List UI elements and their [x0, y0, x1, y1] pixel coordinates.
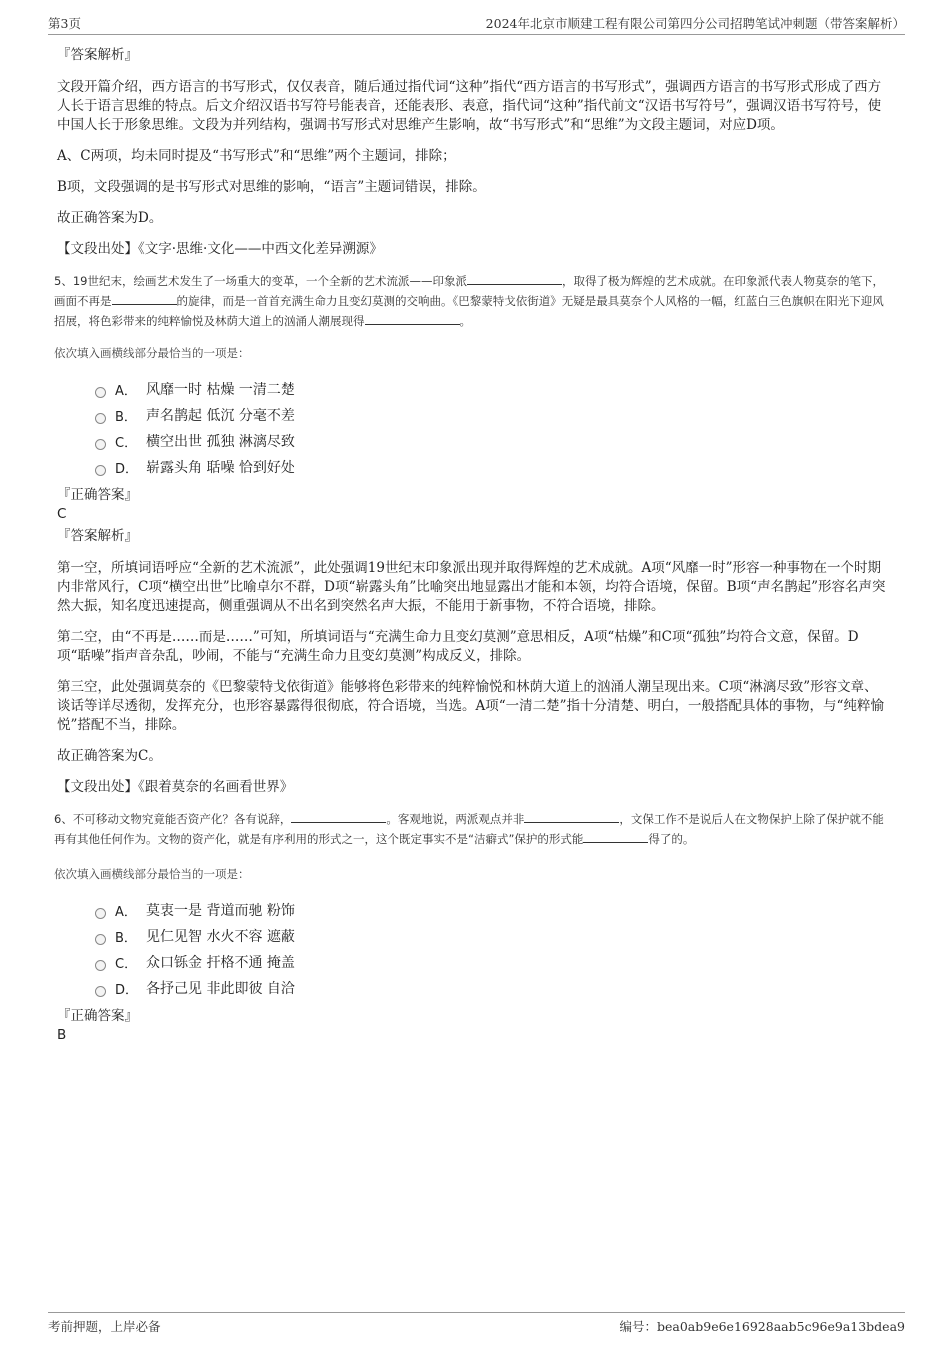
option-d[interactable]: D． 各抒己见 非此即彼 自洽: [95, 975, 889, 1001]
correct-answer-label: 『正确答案』: [57, 1008, 138, 1024]
answer-options: [95, 897, 889, 1001]
correct-answer-label: 『正确答案』: [57, 487, 138, 503]
radio-icon[interactable]: [95, 387, 106, 398]
analysis-conclusion: 故正确答案为D。: [57, 210, 163, 226]
document-title: 2024年北京市顺建工程有限公司第四分公司招聘笔试冲刺题（带答案解析）: [485, 16, 905, 31]
radio-icon[interactable]: [95, 465, 106, 476]
page-content: [54, 46, 889, 1048]
fill-blank: [583, 830, 648, 843]
fill-blank: [112, 292, 177, 305]
fill-blank: [365, 312, 460, 325]
radio-icon[interactable]: [95, 413, 106, 424]
analysis-paragraph: A、C两项，均未同时提及“书写形式”和“思维”两个主题词，排除；: [57, 148, 456, 164]
fill-blank: [524, 810, 619, 823]
radio-icon[interactable]: [95, 986, 106, 997]
footer-slogan: 考前押题，上岸必备: [48, 1319, 161, 1334]
analysis-label: 『答案解析』: [57, 47, 138, 63]
fill-blank: [291, 810, 386, 823]
radio-icon[interactable]: [95, 439, 106, 450]
radio-icon[interactable]: [95, 960, 106, 971]
analysis-paragraph: 第三空，此处强调莫奈的《巴黎蒙特戈依街道》能够将色彩带来的纯粹愉悦和林荫大道上的汹涌人潮呈现出来。C项“淋漓尽致”形容文章、谈话等详尽透彻，发挥充分，也形容暴露得很彻底，符合语境，当选。A项“一清二楚”指十分清楚、明白，一般搭配具体的事物，与“纯粹愉悦”搭配不当，排除。: [57, 679, 884, 733]
option-c[interactable]: C． 众口铄金 扞格不通 掩盖: [95, 949, 889, 975]
analysis-paragraph: 第二空，由“不再是……而是……”可知，所填词语与“充满生命力且变幻莫测”意思相反，A项“枯燥”和C项“孤独”均符合文意，保留。D项“聒噪”指声音杂乱，吵闹，不能与“充满生命力且变幻莫测”构成反义，排除。: [57, 629, 859, 664]
radio-icon[interactable]: [95, 934, 106, 945]
option-a[interactable]: A． 莫衷一是 背道而驰 粉饰: [95, 897, 889, 923]
page-footer: [48, 1312, 905, 1333]
question-6-stem: 6、不可移动文物究竟能否资产化？各有说辞， 。客观地说，两派观点并非 ，文保工作不是说后人在文物保护上除了保护就不能再有其他任何作为。文物的资产化，就是有序利用的形式之一，这个既定事实不是“洁癖式”保护的形式能 得了的。: [54, 812, 884, 846]
analysis-paragraph: B项，文段强调的是书写形式对思维的影响，“语言”主题词错误，排除。: [57, 179, 486, 195]
source-citation: 【文段出处】《跟着莫奈的名画看世界》: [57, 779, 294, 795]
option-d[interactable]: D． 崭露头角 聒噪 恰到好处: [95, 454, 889, 480]
answer-options: [95, 376, 889, 480]
question-prompt: 依次填入画横线部分最恰当的一项是：: [54, 346, 250, 360]
correct-answer: B: [57, 1027, 67, 1043]
document-serial: 编号：bea0ab9e6e16928aab5c96e9a13bdea9: [619, 1319, 905, 1334]
page-number: 第3页: [48, 16, 81, 31]
option-b[interactable]: B． 见仁见智 水火不容 遮蔽: [95, 923, 889, 949]
radio-icon[interactable]: [95, 908, 106, 919]
analysis-paragraph: 文段开篇介绍，西方语言的书写形式，仅仅表音，随后通过指代词“这种”指代“西方语言的书写形式”，强调西方语言的书写形式形成了西方人长于语言思维的特点。后文介绍汉语书写符号能表音，还能表形、表意，指代词“这种”指代前文“汉语书写符号”，强调汉语书写符号，使中国人长于形象思维。文段为并列结构，强调书写形式对思维产生影响，故“书写形式”和“思维”为文段主题词，对应D项。: [57, 79, 882, 133]
option-a[interactable]: A． 风靡一时 枯燥 一清二楚: [95, 376, 889, 402]
analysis-label: 『答案解析』: [57, 528, 138, 544]
option-c[interactable]: C． 横空出世 孤独 淋漓尽致: [95, 428, 889, 454]
analysis-conclusion: 故正确答案为C。: [57, 748, 162, 764]
page-header: [48, 14, 905, 35]
option-b[interactable]: B． 声名鹊起 低沉 分毫不差: [95, 402, 889, 428]
question-5-stem: 5、19世纪末，绘画艺术发生了一场重大的变革，一个全新的艺术流派——印象派 ，取得了极为辉煌的艺术成就。在印象派代表人物莫奈的笔下，画面不再是 的旋律，而是一首首充满生命力且变幻莫测的交响曲。《巴黎蒙特戈依街道》无疑是最具莫奈个人风格的一幅，红蓝白三色旗帜在阳光下迎风招展，将色彩带来的纯粹愉悦及林荫大道上的汹涌人潮展现得 。: [54, 274, 884, 328]
analysis-paragraph: 第一空，所填词语呼应“全新的艺术流派”，此处强调19世纪末印象派出现并取得辉煌的艺术成就。A项“风靡一时”形容一种事物在一个时期内非常风行，C项“横空出世”比喻卓尔不群，D项“崭露头角”比喻突出地显露出才能和本领，均符合语境，保留。B项“声名鹊起”形容名声突然大振，知名度迅速提高，侧重强调从不出名到突然名声大振，不能用于新事物，不符合语境，排除。: [57, 560, 886, 614]
fill-blank: [467, 272, 562, 285]
source-citation: 【文段出处】《文字·思维·文化——中西文化差异溯源》: [57, 241, 383, 257]
correct-answer: C: [57, 506, 67, 522]
question-prompt: 依次填入画横线部分最恰当的一项是：: [54, 867, 250, 881]
